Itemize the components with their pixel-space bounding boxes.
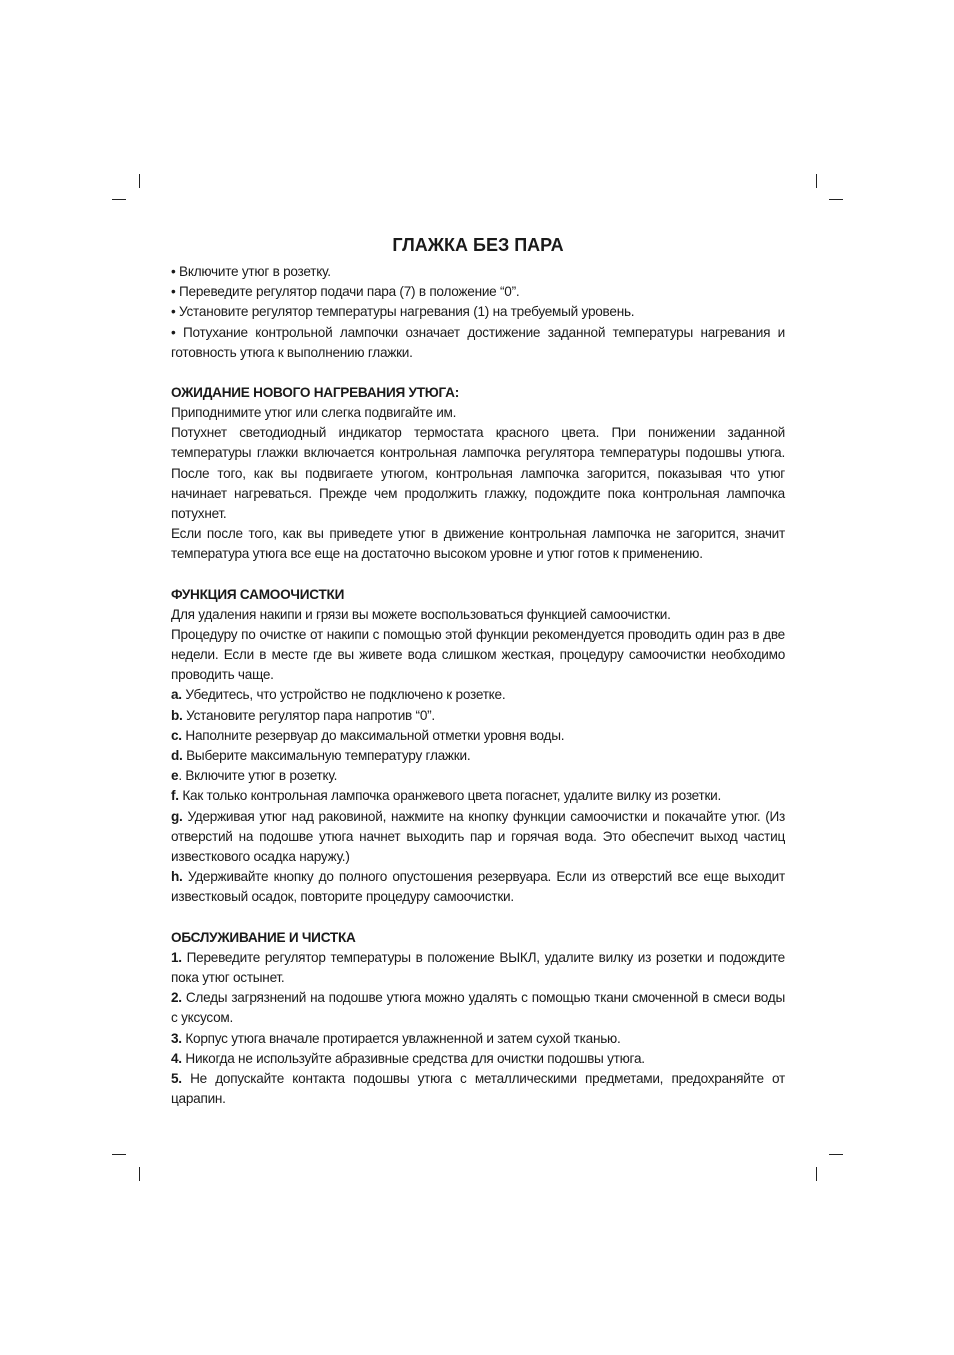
step-text: Наполните резервуар до максимальной отметки уровня воды. xyxy=(181,727,565,743)
step-label: b. xyxy=(171,707,183,723)
step-label: 5. xyxy=(171,1070,182,1086)
paragraph: Для удаления накипи и грязи вы можете воспользоваться функцией самоочистки. xyxy=(171,606,671,622)
step-item xyxy=(171,685,785,705)
step-text: Никогда не используйте абразивные средства для очистки подошвы утюга. xyxy=(181,1050,645,1066)
step-label: f. xyxy=(171,788,179,804)
crop-mark-top-left-horizontal xyxy=(112,199,126,200)
step-text: Переведите регулятор температуры в положение ВЫКЛ, удалите вилку из розетки и подождите пока утюг остынет. xyxy=(171,949,785,985)
step-text: Выберите максимальную температуру глажки. xyxy=(182,748,471,764)
step-text: Не допускайте контакта подошвы утюга с металлическими предметами, предохраняйте от царапин. xyxy=(171,1070,785,1107)
step-item xyxy=(171,746,785,766)
step-item xyxy=(171,1049,785,1069)
step-item xyxy=(171,807,785,868)
section-title-reheat: ОЖИДАНИЕ НОВОГО НАГРЕВАНИЯ УТЮГА: xyxy=(171,385,459,401)
step-label: g. xyxy=(171,808,183,824)
list-item: • Переведите регулятор подачи пара (7) в положение “0”. xyxy=(171,284,520,300)
crop-mark-top-left-vertical xyxy=(139,174,140,188)
page-title: ГЛАЖКА БЕЗ ПАРА xyxy=(392,235,564,255)
list-item: • Включите утюг в розетку. xyxy=(171,264,331,279)
step-item xyxy=(171,766,785,786)
crop-mark-bottom-right-vertical xyxy=(816,1167,817,1181)
list-item: • Потухание контрольной лампочки означает достижение заданной температуры нагревания и готовность утюга к выполнению глажки. xyxy=(171,324,785,360)
step-text: Следы загрязнений на подошве утюга можно удалять с помощью ткани смоченной в смеси воды с уксусом. xyxy=(171,990,785,1026)
crop-mark-top-right-vertical xyxy=(816,174,817,188)
crop-mark-bottom-right-horizontal xyxy=(829,1154,843,1155)
page-content xyxy=(171,232,785,1109)
step-text: Корпус утюга вначале протирается увлажненной и затем сухой тканью. xyxy=(181,1030,621,1046)
step-text: Удерживая утюг над раковиной, нажмите на кнопку функции самоочистки и покачайте утюг. (Из отверстий на подошве утюга начнет выходить пар и горячая вода. Это обеспечит выход частиц известкового осадка наружу.) xyxy=(171,808,785,865)
section-title-maintenance: ОБСЛУЖИВАНИЕ И ЧИСТКА xyxy=(171,929,356,945)
crop-mark-bottom-left-horizontal xyxy=(112,1154,126,1155)
section-spacer xyxy=(171,565,785,585)
step-item xyxy=(171,726,785,746)
step-label: 4. xyxy=(171,1050,182,1066)
paragraph: Потухнет светодиодный индикатор термостата красного цвета. При понижении заданной температуры глажки включается контрольная лампочка регулятора температуры подошвы утюга. После того, как вы подвигаете утюгом, контрольная лампочка загорится, показывая что утюг начинает нагреваться. Прежде чем продолжить глажку, подождите пока контрольная лампочка потухнет. xyxy=(171,425,785,522)
section-title-selfclean: ФУНКЦИЯ САМООЧИСТКИ xyxy=(171,586,345,602)
step-item xyxy=(171,1029,785,1049)
step-item xyxy=(171,948,785,988)
step-label: c. xyxy=(171,727,182,743)
crop-mark-top-right-horizontal xyxy=(829,199,843,200)
step-label: a. xyxy=(171,687,182,703)
step-label: 3. xyxy=(171,1030,182,1046)
section-spacer xyxy=(171,363,785,383)
step-item xyxy=(171,706,785,726)
step-label: e xyxy=(171,768,179,784)
step-label: 1. xyxy=(171,949,182,965)
step-label: d. xyxy=(171,748,183,764)
step-label: h. xyxy=(171,869,183,885)
step-item xyxy=(171,1069,785,1109)
step-item xyxy=(171,988,785,1028)
step-text: . Включите утюг в розетку. xyxy=(178,768,338,784)
step-text: Как только контрольная лампочка оранжевого цвета погаснет, удалите вилку из розетки. xyxy=(178,788,722,804)
step-label: 2. xyxy=(171,990,182,1006)
paragraph: Процедуру по очистке от накипи с помощью этой функции рекомендуется проводить один раз в две недели. Если в месте где вы живете вода слишком жесткая, процедуру самоочистки необходимо проводить чаще. xyxy=(171,626,785,683)
step-text: Установите регулятор пара напротив “0”. xyxy=(182,707,435,723)
step-text: Убедитесь, что устройство не подключено к розетке. xyxy=(181,687,506,703)
crop-mark-bottom-left-vertical xyxy=(139,1167,140,1181)
list-item: • Установите регулятор температуры нагревания (1) на требуемый уровень. xyxy=(171,304,635,320)
step-item xyxy=(171,786,785,806)
step-item xyxy=(171,867,785,907)
paragraph: Если после того, как вы приведете утюг в движение контрольная лампочка не загорится, значит температура утюга все еще на достаточно высоком уровне и утюг готов к применению. xyxy=(171,526,785,562)
section-spacer xyxy=(171,908,785,928)
step-text: Удерживайте кнопку до полного опустошения резервуара. Если из отверстий все еще выходит известковый осадок, повторите процедуру самоочистки. xyxy=(171,869,785,905)
paragraph: Приподнимите утюг или слегка подвигайте им. xyxy=(171,405,457,421)
